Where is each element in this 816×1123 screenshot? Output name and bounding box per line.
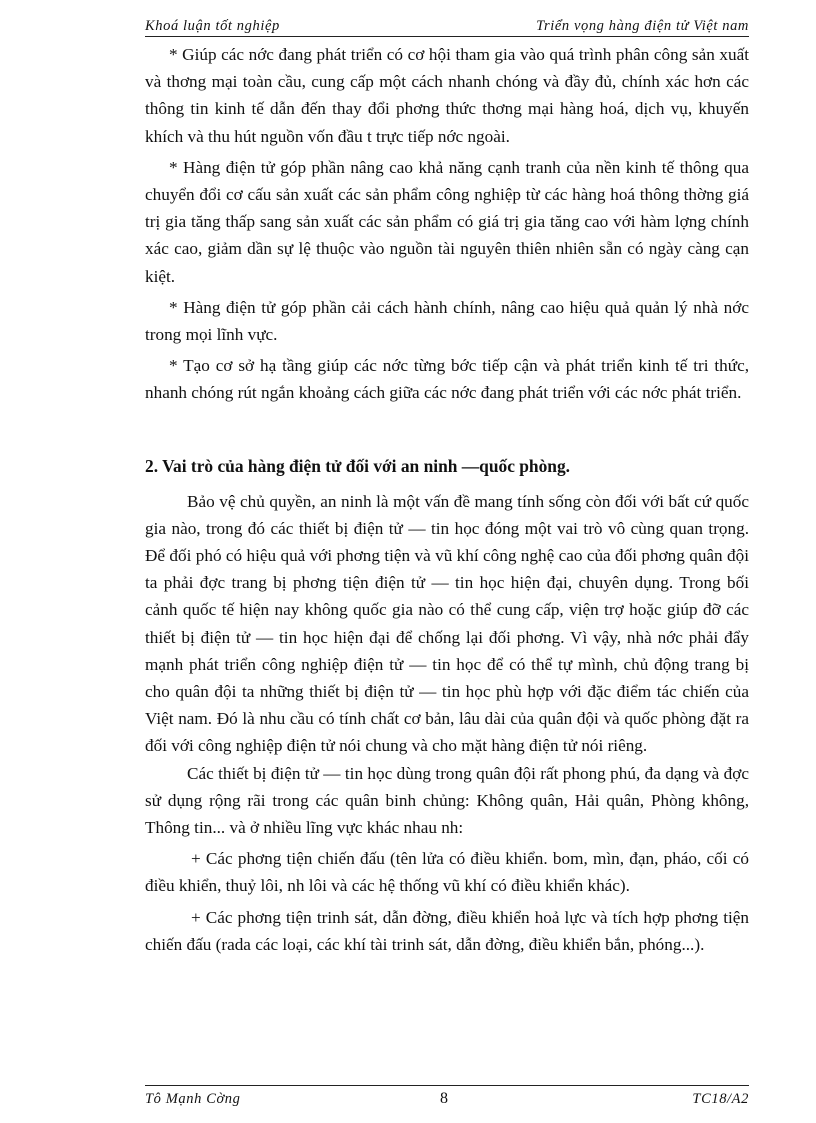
list-item: + Các phơng tiện chiến đấu (tên lửa có điều khiển. bom, mìn, đạn, pháo, cối có điều khiển, thuỷ lôi, nh lôi và các hệ thống vũ khí có điều khiển khác). (145, 849, 749, 896)
page-body (145, 41, 749, 958)
body-paragraph: * Hàng điện tử góp phần cải cách hành chính, nâng cao hiệu quả quản lý nhà nớc trong mọi lĩnh vực. (145, 297, 749, 345)
section-paragraph: Bảo vệ chủ quyền, an ninh là một vấn đề mang tính sống còn đối với bất cứ quốc gia nào, trong đó các thiết bị điện tử — tin học đóng một vai trò vô cùng quan trọng. Để đối phó có hiệu quả với phơng tiện và vũ khí công nghệ cao của đối phơng quân đội ta phải đợc trang bị phơng tiện điện tử — tin học hiện đại, chuyên dụng. Trong bối cảnh quốc tế hiện nay không quốc gia nào có thể cung cấp, viện trợ hoặc giúp đỡ các thiết bị điện tử — tin học hiện đại để chống lại đối phơng. Vì vậy, nhà nớc phải đẩy mạnh phát triển công nghiệp điện tử — tin học để có thể tự mình, chủ động trang bị cho quân đội ta những thiết bị điện tử — tin học phù hợp với đặc điểm tác chiến của Việt nam. Đó là nhu cầu có tính chất cơ bản, lâu dài của quân đội và quốc phòng đặt ra đối với công nghiệp điện tử nói chung và cho mặt hàng điện tử nói riêng. (145, 491, 749, 756)
header-document-title: Triển vọng hàng điện tử Việt nam (536, 18, 749, 34)
page-header (145, 16, 749, 37)
body-paragraph: * Hàng điện tử góp phần nâng cao khả năng cạnh tranh của nền kinh tế thông qua chuyển đổi cơ cấu sản xuất các sản phẩm công nghiệp từ các hàng hoá thông thờng giá trị gia tăng thấp sang sản xuất các sản phẩm có giá trị gia tăng cao với hàm lợng chính xác cao, giảm dần sự lệ thuộc vào nguồn tài nguyên thiên nhiên sẵn có ngày càng cạn kiệt. (145, 157, 749, 286)
header-document-type: Khoá luận tốt nghiệp (145, 18, 280, 34)
page-footer (145, 1085, 749, 1110)
body-paragraph: * Giúp các nớc đang phát triển có cơ hội tham gia vào quá trình phân công sản xuất và thơng mại toàn cầu, cung cấp một cách nhanh chóng và đầy đủ, chính xác hơn các thông tin kinh tế dẫn đến thay đổi phơng thức thơng mại hàng hoá, dịch vụ, khuyến khích và thu hút nguồn vốn đầu t trực tiếp nớc ngoài. (145, 45, 749, 146)
footer-author: Tô Mạnh Cờng (145, 1091, 241, 1107)
section-paragraph: Các thiết bị điện tử — tin học dùng trong quân đội rất phong phú, đa dạng và đợc sử dụng rộng rãi trong các quân binh chủng: Không quân, Hải quân, Phòng không, Thông tin... và ở nhiều lĩng vực khác nhau nh: (145, 763, 749, 838)
footer-class-code: TC18/A2 (692, 1091, 749, 1107)
section-heading: 2. Vai trò của hàng điện tử đối với an ninh —quốc phòng. (145, 455, 571, 476)
list-item: + Các phơng tiện trinh sát, dẫn đờng, điều khiển hoả lực và tích hợp phơng tiện chiến đấu (rada các loại, các khí tài trinh sát, dẫn đờng, điều khiển bắn, phóng...). (145, 907, 749, 954)
body-paragraph: * Tạo cơ sở hạ tầng giúp các nớc từng bớc tiếp cận và phát triển kinh tế tri thức, nhanh chóng rút ngắn khoảng cách giữa các nớc đang phát triển với các nớc phát triển. (145, 356, 749, 403)
page-number: 8 (440, 1090, 448, 1107)
